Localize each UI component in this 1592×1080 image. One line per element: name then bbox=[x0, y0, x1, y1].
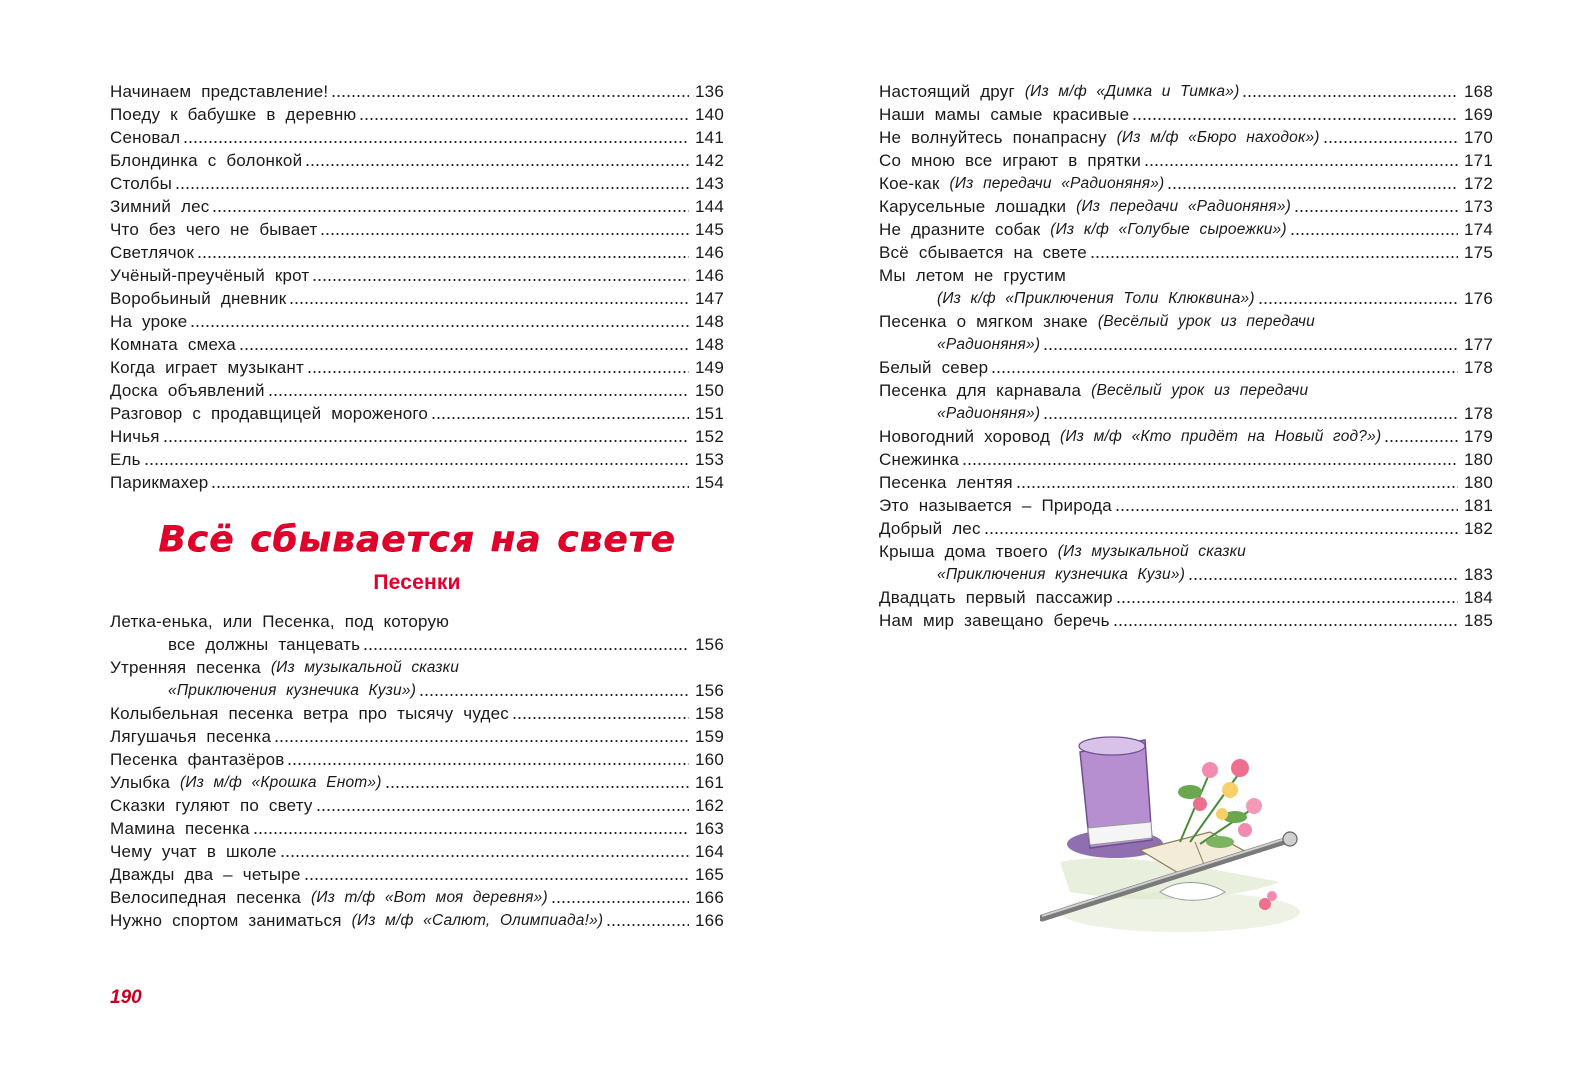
toc-entry[interactable]: Летка-енька, или Песенка, под которую bbox=[110, 612, 450, 631]
entry-note: «Приключения кузнечика Кузи») bbox=[937, 566, 1186, 583]
entry-title: Когда играет музыкант bbox=[110, 358, 304, 377]
toc-entry[interactable]: Снежинка 180 bbox=[879, 450, 1493, 469]
page-ref: 171 bbox=[1464, 151, 1493, 170]
page-ref: 164 bbox=[695, 842, 724, 861]
entry-note: (Из м/ф «Бюро находок») bbox=[1116, 129, 1320, 146]
leader-dots bbox=[1242, 84, 1458, 98]
page-ref: 179 bbox=[1464, 427, 1493, 446]
toc-entry[interactable]: Велосипедная песенка (Из т/ф «Вот моя деревня») 166 bbox=[110, 888, 724, 907]
leader-dots bbox=[144, 452, 689, 466]
leader-dots bbox=[1290, 222, 1458, 236]
toc-entry[interactable]: Новогодний хоровод (Из м/ф «Кто придёт на Новый год?») 179 bbox=[879, 427, 1493, 446]
section-title: Всё сбывается на свете bbox=[158, 519, 676, 560]
toc-entry[interactable] bbox=[110, 425, 724, 448]
section-subtitle: Песенки bbox=[373, 571, 461, 594]
page-ref: 182 bbox=[1464, 519, 1493, 538]
toc-entry[interactable] bbox=[879, 333, 1493, 356]
leader-dots bbox=[1384, 429, 1458, 443]
toc-entry[interactable] bbox=[110, 126, 724, 149]
toc-entry[interactable] bbox=[110, 172, 724, 195]
toc-entry[interactable]: Белый север 178 bbox=[879, 358, 1493, 377]
entry-title: Начинаем представление! bbox=[110, 82, 329, 101]
page-number: 190 bbox=[110, 987, 142, 1008]
entry-note: «Радионяня») bbox=[937, 405, 1041, 422]
page-ref: 168 bbox=[1464, 82, 1493, 101]
entry-note: (Из м/ф «Крошка Енот») bbox=[179, 774, 382, 791]
entry-title: Ель bbox=[110, 450, 141, 469]
page-ref: 149 bbox=[695, 358, 724, 377]
leader-dots bbox=[197, 245, 689, 259]
entry-title: Парикмахер bbox=[110, 473, 209, 492]
toc-entry[interactable] bbox=[110, 471, 724, 494]
toc-entry[interactable] bbox=[110, 241, 724, 264]
leader-dots bbox=[363, 637, 689, 651]
page-ref: 181 bbox=[1464, 496, 1493, 515]
page-ref: 161 bbox=[695, 773, 724, 792]
page-ref: 142 bbox=[695, 151, 724, 170]
page-ref: 148 bbox=[695, 335, 724, 354]
leader-dots bbox=[1323, 130, 1458, 144]
page-ref: 163 bbox=[695, 819, 724, 838]
page-ref: 180 bbox=[1464, 450, 1493, 469]
page-ref: 158 bbox=[695, 704, 724, 723]
toc-entry[interactable]: Улыбка (Из м/ф «Крошка Енот») 161 bbox=[110, 773, 724, 792]
toc-entry[interactable] bbox=[879, 563, 1493, 586]
page-ref: 150 bbox=[695, 381, 724, 400]
toc-entry[interactable] bbox=[110, 80, 724, 103]
leader-dots bbox=[359, 107, 689, 121]
toc-entry[interactable]: Кое-как (Из передачи «Радионяня») 172 bbox=[879, 174, 1493, 193]
toc-entry[interactable]: Дважды два – четыре 165 bbox=[110, 865, 724, 884]
toc-entry[interactable]: Не волнуйтесь понапрасну (Из м/ф «Бюро находок») 170 bbox=[879, 128, 1493, 147]
leader-dots bbox=[280, 844, 689, 858]
page-ref: 141 bbox=[695, 128, 724, 147]
entry-note: (Из т/ф «Вот моя деревня») bbox=[310, 889, 548, 906]
page-ref: 162 bbox=[695, 796, 724, 815]
leader-dots bbox=[163, 429, 689, 443]
page-ref: 152 bbox=[695, 427, 724, 446]
leader-dots bbox=[305, 153, 689, 167]
leader-dots bbox=[1113, 613, 1458, 627]
section-heading bbox=[110, 516, 724, 598]
entry-title: Комната смеха bbox=[110, 335, 236, 354]
leader-dots bbox=[1167, 176, 1458, 190]
toc-entry[interactable] bbox=[110, 310, 724, 333]
toc-entry[interactable]: Наши мамы самые красивые 169 bbox=[879, 105, 1493, 124]
page-ref: 166 bbox=[695, 888, 724, 907]
toc-right-column bbox=[879, 80, 1493, 632]
leader-dots bbox=[1043, 337, 1458, 351]
leader-dots bbox=[289, 291, 689, 305]
leader-dots bbox=[551, 890, 689, 904]
leader-dots bbox=[1016, 475, 1458, 489]
toc-entry[interactable] bbox=[110, 287, 724, 310]
page-ref: 176 bbox=[1464, 289, 1493, 308]
page-ref: 175 bbox=[1464, 243, 1493, 262]
leader-dots bbox=[1090, 245, 1458, 259]
toc-entry[interactable] bbox=[110, 103, 724, 126]
leader-dots bbox=[1116, 590, 1458, 604]
leader-dots bbox=[331, 84, 689, 98]
entry-title: Зимний лес bbox=[110, 197, 210, 216]
toc-entry[interactable]: Нам мир завещано беречь 185 bbox=[879, 611, 1493, 630]
toc-entry[interactable] bbox=[110, 333, 724, 356]
entry-note: «Радионяня») bbox=[937, 336, 1041, 353]
leader-dots bbox=[268, 383, 689, 397]
entry-title: Блондинка с болонкой bbox=[110, 151, 303, 170]
toc-entry[interactable] bbox=[110, 149, 724, 172]
entry-note: (Из к/ф «Голубые сыроежки») bbox=[1050, 221, 1287, 238]
leader-dots bbox=[1115, 498, 1458, 512]
toc-entry[interactable]: Со мною все играют в прятки 171 bbox=[879, 151, 1493, 170]
toc-entry[interactable]: Сказки гуляют по свету 162 bbox=[110, 796, 724, 815]
entry-note: (Из музыкальной сказки bbox=[1057, 543, 1246, 560]
page-ref: 143 bbox=[695, 174, 724, 193]
page-ref: 184 bbox=[1464, 588, 1493, 607]
page-ref: 136 bbox=[695, 82, 724, 101]
entry-title: Поеду к бабушке в деревню bbox=[110, 105, 357, 124]
toc-entry[interactable] bbox=[110, 356, 724, 379]
entry-title: Сеновал bbox=[110, 128, 181, 147]
leader-dots bbox=[287, 752, 689, 766]
toc-entry[interactable]: Двадцать первый пассажир 184 bbox=[879, 588, 1493, 607]
entry-note: (Из к/ф «Приключения Толи Клюквина») bbox=[937, 290, 1255, 307]
page-ref: 165 bbox=[695, 865, 724, 884]
entry-note: (Из передачи «Радионяня») bbox=[1076, 198, 1292, 215]
toc-entry[interactable] bbox=[879, 402, 1493, 425]
entry-title: На уроке bbox=[110, 312, 188, 331]
page-ref: 154 bbox=[695, 473, 724, 492]
toc-entry[interactable] bbox=[110, 448, 724, 471]
leader-dots bbox=[984, 521, 1458, 535]
leader-dots bbox=[431, 406, 689, 420]
leader-dots bbox=[1258, 291, 1458, 305]
leader-dots bbox=[274, 729, 689, 743]
page-ref: 177 bbox=[1464, 335, 1493, 354]
leader-dots bbox=[316, 798, 689, 812]
entry-note: (Из м/ф «Димка и Тимка») bbox=[1024, 83, 1240, 100]
toc-entry[interactable]: все должны танцевать 156 bbox=[168, 635, 724, 654]
leader-dots bbox=[1144, 153, 1458, 167]
page-ref: 169 bbox=[1464, 105, 1493, 124]
toc-entry[interactable] bbox=[110, 402, 724, 425]
leader-dots bbox=[307, 360, 689, 374]
leader-dots bbox=[190, 314, 689, 328]
toc-entry[interactable]: Нужно спортом заниматься (Из м/ф «Салют, Олимпиада!») 166 bbox=[110, 911, 724, 930]
toc-entry[interactable] bbox=[879, 287, 1493, 310]
toc-left-column bbox=[110, 80, 724, 932]
entry-note: (Из передачи «Радионяня») bbox=[949, 175, 1165, 192]
entry-title: Что без чего не бывает bbox=[110, 220, 318, 239]
toc-entry[interactable]: Колыбельная песенка ветра про тысячу чудес 158 bbox=[110, 704, 724, 723]
page-ref: 180 bbox=[1464, 473, 1493, 492]
leader-dots bbox=[385, 775, 689, 789]
page-ref: 146 bbox=[695, 243, 724, 262]
page-ref: 146 bbox=[695, 266, 724, 285]
entry-note: (Весёлый урок из передачи bbox=[1091, 382, 1309, 399]
leader-dots bbox=[320, 222, 689, 236]
leader-dots bbox=[304, 867, 689, 881]
toc-entry[interactable]: Добрый лес 182 bbox=[879, 519, 1493, 538]
toc-entry[interactable]: Это называется – Природа 181 bbox=[879, 496, 1493, 515]
toc-entry[interactable]: Карусельные лошадки (Из передачи «Радионяня») 173 bbox=[879, 197, 1493, 216]
entry-note: (Из музыкальной сказки bbox=[270, 659, 460, 676]
toc-list bbox=[110, 610, 724, 932]
page-ref: 156 bbox=[695, 635, 724, 654]
leader-dots bbox=[962, 452, 1458, 466]
leader-dots bbox=[211, 475, 689, 489]
toc-entry[interactable]: Не дразните собак (Из к/ф «Голубые сыроежки») 174 bbox=[879, 220, 1493, 239]
toc-entry[interactable]: Всё сбывается на свете 175 bbox=[879, 243, 1493, 262]
entry-note: (Из м/ф «Салют, Олимпиада!») bbox=[351, 912, 604, 929]
toc-entry[interactable]: Крыша дома твоего (Из музыкальной сказки bbox=[879, 542, 1246, 561]
leader-dots bbox=[312, 268, 689, 282]
toc-entry[interactable]: Мы летом не грустим bbox=[879, 266, 1066, 285]
toc-entry[interactable] bbox=[110, 679, 724, 702]
page-ref: 144 bbox=[695, 197, 724, 216]
leader-dots bbox=[1294, 199, 1458, 213]
toc-entry[interactable]: Чему учат в школе 164 bbox=[110, 842, 724, 861]
page-ref: 178 bbox=[1464, 404, 1493, 423]
page-ref: 178 bbox=[1464, 358, 1493, 377]
toc-entry[interactable] bbox=[110, 218, 724, 241]
page-ref: 172 bbox=[1464, 174, 1493, 193]
leader-dots bbox=[419, 683, 689, 697]
entry-title: Светлячок bbox=[110, 243, 195, 262]
entry-note: «Приключения кузнечика Кузи») bbox=[168, 682, 417, 699]
toc-entry[interactable] bbox=[110, 195, 724, 218]
leader-dots bbox=[253, 821, 689, 835]
toc-entry[interactable]: Песенка лентяя 180 bbox=[879, 473, 1493, 492]
toc-entry[interactable]: Настоящий друг (Из м/ф «Димка и Тимка») 168 bbox=[879, 82, 1493, 101]
toc-entry[interactable]: Песенка о мягком знаке (Весёлый урок из передачи bbox=[879, 312, 1315, 331]
toc-entry[interactable] bbox=[110, 264, 724, 287]
toc-entry[interactable]: Утренняя песенка (Из музыкальной сказки bbox=[110, 658, 460, 677]
leader-dots bbox=[1188, 567, 1458, 581]
entry-title: Воробьиный дневник bbox=[110, 289, 287, 308]
page-ref: 140 bbox=[695, 105, 724, 124]
page-ref: 145 bbox=[695, 220, 724, 239]
entry-note: (Из м/ф «Кто придёт на Новый год?») bbox=[1060, 428, 1382, 445]
leader-dots bbox=[175, 176, 689, 190]
leader-dots bbox=[1132, 107, 1458, 121]
leader-dots bbox=[239, 337, 689, 351]
top-hat-illustration bbox=[1040, 732, 1320, 942]
leader-dots bbox=[606, 913, 689, 927]
toc-entry[interactable]: Мамина песенка 163 bbox=[110, 819, 724, 838]
leader-dots bbox=[212, 199, 689, 213]
page-ref: 185 bbox=[1464, 611, 1493, 630]
page-ref: 147 bbox=[695, 289, 724, 308]
page-ref: 170 bbox=[1464, 128, 1493, 147]
entry-note: (Весёлый урок из передачи bbox=[1097, 313, 1315, 330]
entry-title: Разговор с продавщицей мороженого bbox=[110, 404, 429, 423]
leader-dots bbox=[991, 360, 1458, 374]
toc-list bbox=[110, 80, 724, 494]
toc-entry[interactable]: Песенка для карнавала (Весёлый урок из передачи bbox=[879, 381, 1309, 400]
page-ref: 174 bbox=[1464, 220, 1493, 239]
page-ref: 148 bbox=[695, 312, 724, 331]
entry-title: Ничья bbox=[110, 427, 160, 446]
leader-dots bbox=[1043, 406, 1458, 420]
page-ref: 183 bbox=[1464, 565, 1493, 584]
leader-dots bbox=[512, 706, 689, 720]
toc-entry[interactable]: Песенка фантазёров 160 bbox=[110, 750, 724, 769]
entry-title: Доска объявлений bbox=[110, 381, 265, 400]
leader-dots bbox=[183, 130, 689, 144]
page-ref: 160 bbox=[695, 750, 724, 769]
entry-title: Столбы bbox=[110, 174, 173, 193]
page-ref: 166 bbox=[695, 911, 724, 930]
page-ref: 151 bbox=[695, 404, 724, 423]
page-ref: 153 bbox=[695, 450, 724, 469]
entry-title: Учёный-преучёный крот bbox=[110, 266, 310, 285]
toc-entry[interactable] bbox=[110, 379, 724, 402]
page-ref: 156 bbox=[695, 681, 724, 700]
page-ref: 173 bbox=[1464, 197, 1493, 216]
page-ref: 159 bbox=[695, 727, 724, 746]
toc-entry[interactable]: Лягушачья песенка 159 bbox=[110, 727, 724, 746]
